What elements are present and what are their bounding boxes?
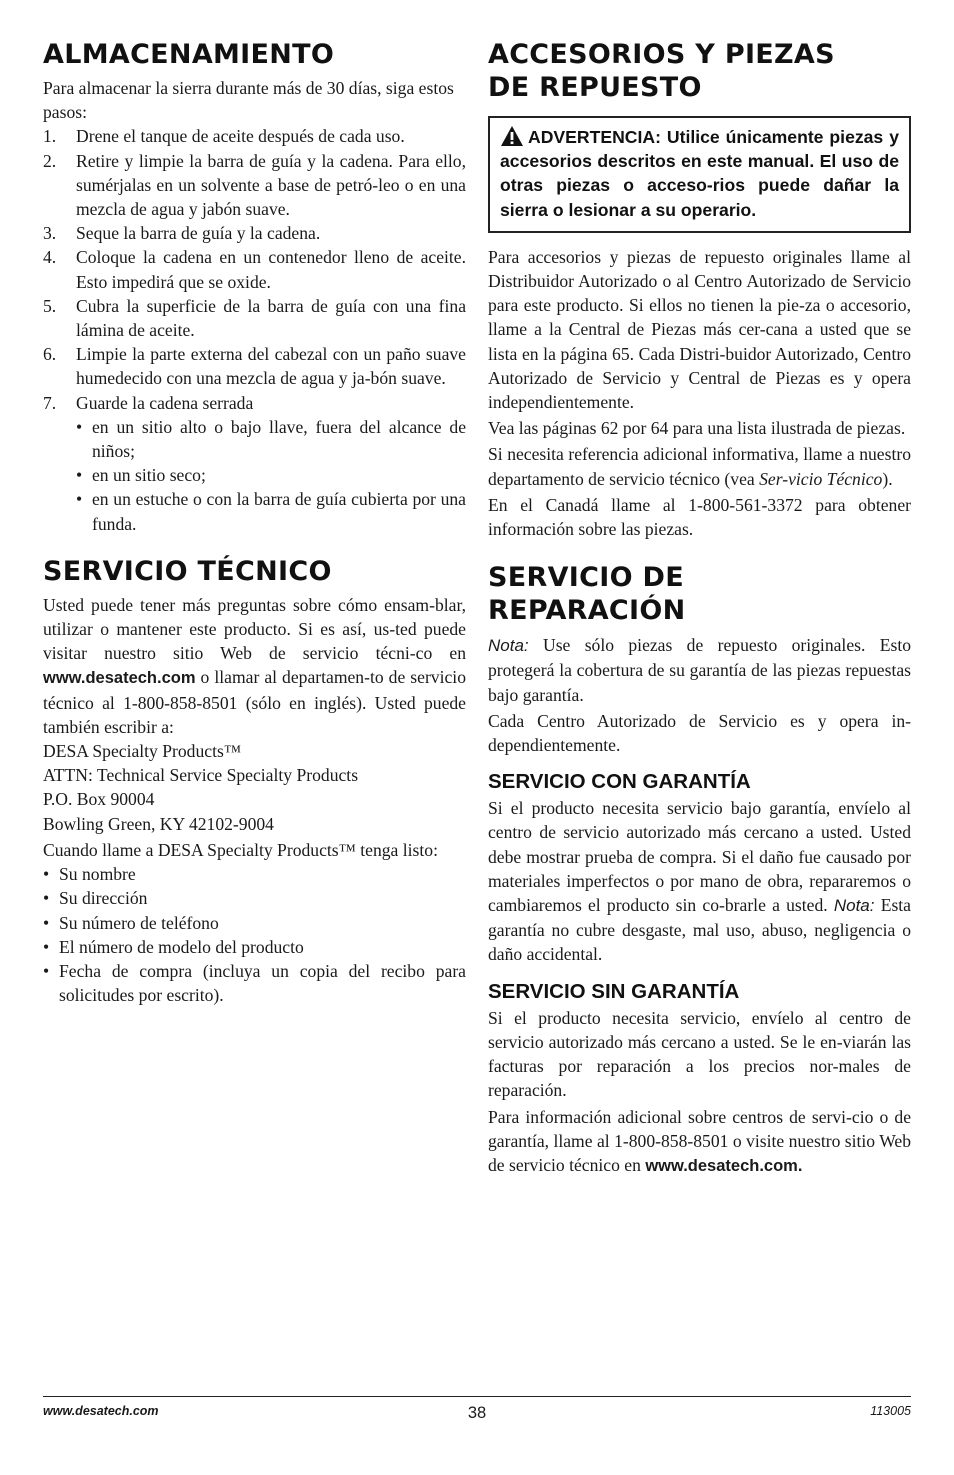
address-line: ATTN: Technical Service Specialty Products: [43, 765, 359, 786]
list-item: 2. Retire y limpie la barra de guía y la cadena. Para ello, sumérjalas en un solvente a base de petró-leo o en una mezcla de agua y jabón suave.: [43, 150, 466, 220]
repair-paragraph: Cada Centro Autorizado de Servicio es y opera in-dependientemente.: [488, 710, 911, 756]
call-intro: Cuando llame a DESA Specialty Products™ tenga listo:: [43, 839, 438, 860]
document-code: 113005: [870, 1404, 911, 1418]
website-link[interactable]: www.desatech.com: [43, 669, 196, 688]
list-item: 3. Seque la barra de guía y la cadena.: [43, 223, 321, 244]
call-checklist: [43, 862, 466, 1007]
service-heading: SERVICIO TÉCNICO: [43, 555, 332, 587]
accessories-paragraph: En el Canadá llame al 1-800-561-3372 para obtener información sobre las piezas.: [488, 494, 911, 540]
list-item: • Su dirección: [43, 888, 148, 909]
page-number: 38: [467, 1404, 487, 1422]
list-item: • en un sitio alto o bajo llave, fuera del alcance de niños;: [76, 416, 466, 462]
nowarranty-paragraph: Para información adicional sobre centros de servi-cio o de garantía, llame al 1-800-858-8501 o visite nuestro sitio Web de servicio técnico en www.desatech.com.: [488, 1106, 911, 1175]
storage-intro: Para almacenar la sierra durante más de 30 días, siga estos pasos:: [43, 78, 454, 123]
repair-heading: SERVICIO DE REPARACIÓN: [488, 562, 686, 627]
list-item: 4. Coloque la cadena en un contenedor lleno de aceite. Esto impedirá que se oxide.: [43, 247, 466, 292]
warning-icon: [500, 125, 524, 147]
list-item: • en un sitio seco;: [76, 465, 206, 486]
list-item: • Su número de teléfono: [43, 912, 219, 933]
list-item: • El número de modelo del producto: [43, 936, 304, 957]
nowarranty-heading: SERVICIO SIN GARANTÍA: [488, 979, 740, 1003]
address-line: Bowling Green, KY 42102-9004: [43, 813, 274, 834]
list-item: • Fecha de compra (incluya un copia del recibo para solicitudes por escrito).: [43, 960, 466, 1006]
address-line: P.O. Box 90004: [43, 789, 155, 810]
accessories-paragraph: Vea las páginas 62 por 64 para una lista ilustrada de piezas.: [488, 418, 906, 439]
storage-sub-bullets: [76, 415, 466, 536]
storage-steps: [43, 124, 466, 414]
list-item: • Su nombre: [43, 864, 136, 885]
accessories-heading: ACCESORIOS Y PIEZAS DE REPUESTO: [488, 39, 835, 103]
repair-note: Nota: Use sólo piezas de repuesto originales. Esto protegerá la cobertura de su garantía de las piezas repuestas bajo garantía.: [488, 635, 911, 705]
warranty-heading: SERVICIO CON GARANTÍA: [488, 770, 751, 794]
website-link[interactable]: www.desatech.com.: [645, 1156, 803, 1175]
list-item: 6. Limpie la parte externa del cabezal con un paño suave humedecido con una mezcla de agua y ja-bón suave.: [43, 344, 466, 389]
service-intro: Usted puede tener más preguntas sobre cómo ensam-blar, utilizar o mantener este producto. Si es así, us-ted puede visitar nuestro sitio Web de servicio técni-co en www.desatech.com o llamar al departamen-to de servicio técnico al 1-800-858-8501 (sólo en inglés). Usted puede también escribir a:: [43, 594, 466, 737]
left-column: [43, 38, 466, 1007]
list-item: • en un estuche o con la barra de guía cubierta por una funda.: [76, 489, 466, 534]
warranty-paragraph: Si el producto necesita servicio bajo garantía, envíelo al centro de servicio autorizado más cercano a usted. Usted debe mostrar prueba de compra. Si el daño fue causado por materiales imperfectos o por mano de obra, repararemos o cambiaremos el producto sin co-brarle a usted. Nota: Esta garantía no cubre desgaste, mal uso, abuso, negligencia o daño accidental.: [488, 798, 911, 965]
right-column: [488, 38, 911, 1178]
footer-divider: [43, 1396, 911, 1397]
nowarranty-paragraph: Si el producto necesita servicio, envíelo al centro de servicio autorizado más cercano a usted. Se le en-viarán las facturas por reparación a los precios nor-males de reparación.: [488, 1007, 911, 1101]
storage-heading: ALMACENAMIENTO: [43, 39, 335, 70]
footer-website[interactable]: www.desatech.com: [43, 1404, 159, 1418]
warning-box: ADVERTENCIA: Utilice únicamente piezas y accesorios descritos en este manual. El uso de otras piezas o acceso-rios puede dañar la sierra o lesionar a su operario.: [488, 116, 911, 233]
list-item: 5. Cubra la superficie de la barra de guía con una fina lámina de aceite.: [43, 295, 466, 341]
list-item: 7. Guarde la cadena serrada: [43, 392, 254, 413]
accessories-paragraph: Para accesorios y piezas de repuesto originales llame al Distribuidor Autorizado o al Centro Autorizado de Servicio para este producto. Si ellos no tienen la pie-za o accesorio, llame a la Central de Piezas más cer-cana a usted que se lista en la página 65. Cada Distri-buidor Autorizado, Centro Autorizado de Servicio y Central de Piezas es y opera independientemente.: [488, 246, 911, 413]
address-line: DESA Specialty Products™: [43, 741, 242, 762]
list-item: 1. Drene el tanque de aceite después de cada uso.: [43, 126, 405, 147]
accessories-paragraph: Si necesita referencia adicional informativa, llame a nuestro departamento de servicio técnico (vea Ser-vicio Técnico).: [488, 444, 911, 489]
